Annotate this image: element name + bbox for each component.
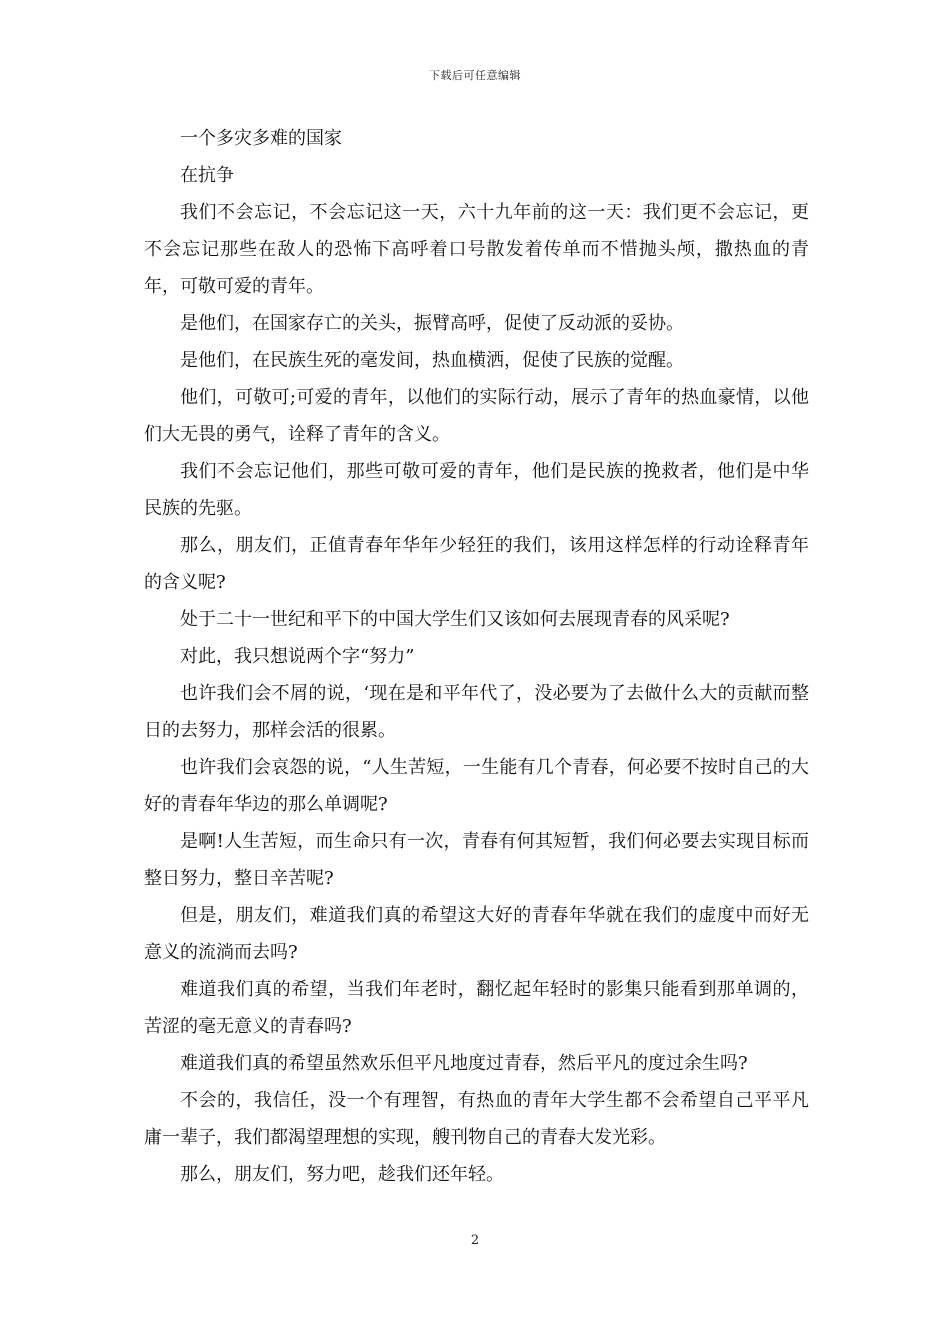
paragraph: 我们不会忘记他们，那些可敬可爱的青年，他们是民族的挽救者，他们是中华民族的先驱。 <box>144 461 809 519</box>
paragraph: 不会的，我信任，没一个有理智，有热血的青年大学生都不会希望自己平平凡庸一辈子，我们都渴望理想的实现，艘刊物自己的青春大发光彩。 <box>144 1090 809 1148</box>
document-body <box>144 120 809 1193</box>
paragraph: 但是，朋友们，难道我们真的希望这大好的青春年华就在我们的虚度中而好无意义的流淌而去吗? <box>144 905 809 963</box>
page-header: 下载后可任意编辑 <box>429 69 521 82</box>
page-number: 2 <box>470 1233 480 1248</box>
paragraph: 对此，我只想说两个字“努力” <box>180 646 415 667</box>
paragraph: 那么，朋友们，正值青春年华年少轻狂的我们，该用这样怎样的行动诠释青年的含义呢? <box>144 535 809 593</box>
paragraph: 难道我们真的希望虽然欢乐但平凡地度过青春，然后平凡的度过余生吗? <box>180 1053 748 1074</box>
paragraph: 他们，可敬可;可爱的青年，以他们的实际行动，展示了青年的热血豪情，以他们大无畏的勇气，诠释了青年的含义。 <box>144 387 809 445</box>
paragraph: 我们不会忘记，不会忘记这一天，六十九年前的这一天：我们更不会忘记，更不会忘记那些在敌人的恐怖下高呼着口号散发着传单而不惜抛头颅，撒热血的青年，可敬可爱的青年。 <box>144 202 809 297</box>
paragraph: 是啊!人生苦短，而生命只有一次，青春有何其短暂，我们何必要去实现目标而整日努力，整日辛苦呢? <box>144 831 809 889</box>
paragraph: 是他们，在国家存亡的关头，振臂高呼，促使了反动派的妥协。 <box>180 313 684 334</box>
paragraph: 在抗争 <box>180 165 234 186</box>
paragraph: 难道我们真的希望，当我们年老时，翻忆起年轻时的影集只能看到那单调的，苦涩的毫无意义的青春吗? <box>144 979 809 1037</box>
paragraph: 一个多灾多难的国家 <box>180 128 342 149</box>
paragraph: 处于二十一世纪和平下的中国大学生们又该如何去展现青春的风采呢? <box>180 609 730 630</box>
paragraph: 那么，朋友们，努力吧，趁我们还年轻。 <box>180 1164 504 1185</box>
paragraph: 是他们，在民族生死的毫发间，热血横洒，促使了民族的觉醒。 <box>180 350 684 371</box>
paragraph: 也许我们会哀怨的说，“人生苦短，一生能有几个青春，何必要不按时自己的大好的青春年华边的那么单调呢? <box>144 757 809 815</box>
paragraph: 也许我们会不屑的说，‘现在是和平年代了，没必要为了去做什么大的贡献而整日的去努力，那样会活的很累。 <box>144 683 809 741</box>
